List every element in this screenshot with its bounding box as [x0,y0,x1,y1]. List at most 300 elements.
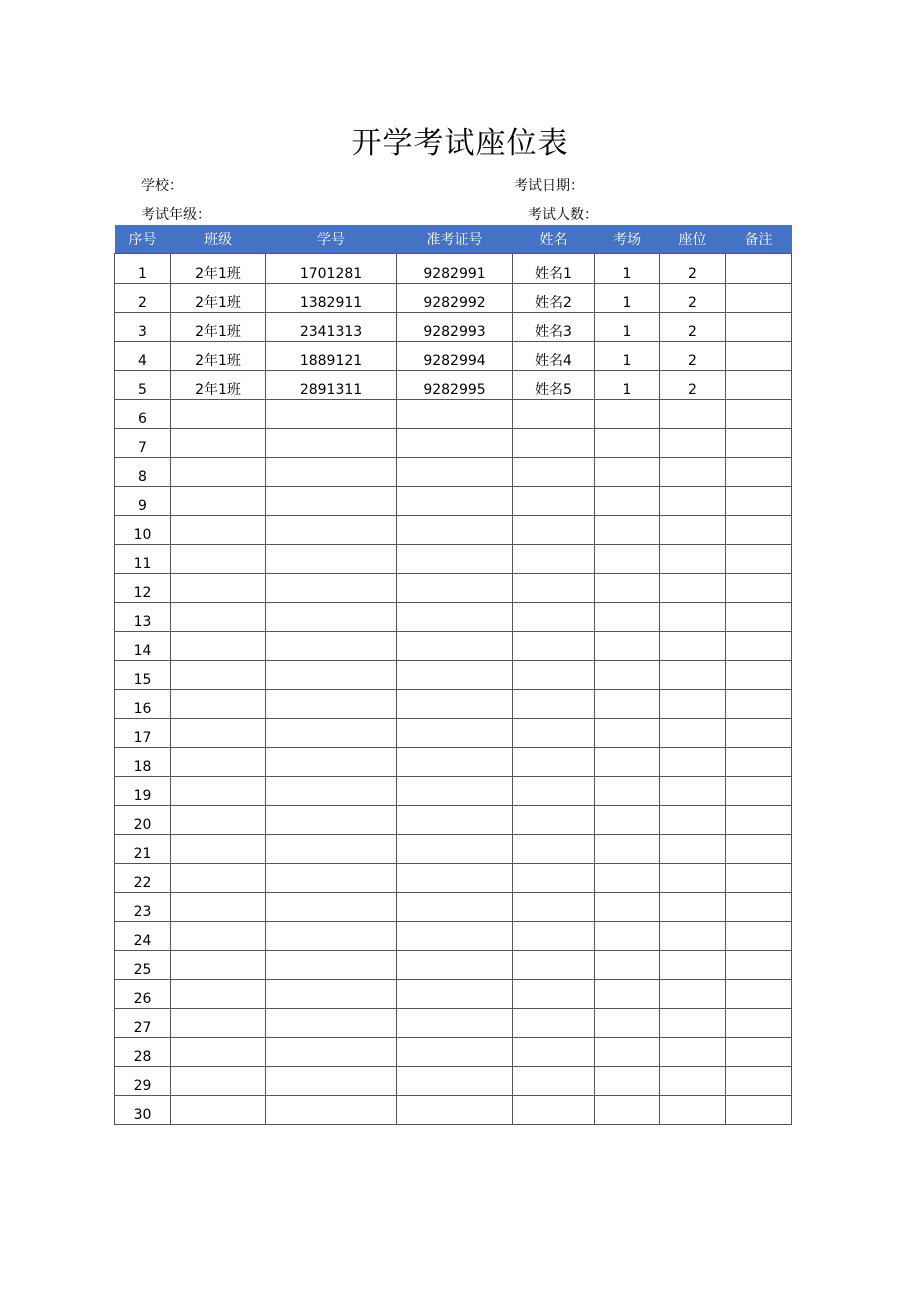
student-id-cell [266,1038,397,1067]
ticket-number-cell [397,922,513,951]
table-row [115,806,792,835]
remark-cell [726,254,792,284]
ticket-number-cell [397,603,513,632]
name-cell [513,516,595,545]
exam-count-label: 考试人数： [528,207,598,223]
seq-cell-text: 20 [133,817,152,833]
class-cell [171,1067,266,1096]
header-remark: 备注 [726,225,792,253]
seq-cell-text: 26 [133,991,152,1007]
seq-cell [115,429,171,458]
name-cell-text: 姓名1 [535,266,572,282]
class-cell [171,777,266,806]
name-cell [513,719,595,748]
table-row [115,574,792,603]
class-cell [171,1009,266,1038]
exam-room-cell [595,690,660,719]
student-id-cell [266,777,397,806]
ticket-number-cell [397,777,513,806]
student-id-cell [266,806,397,835]
school-label: 学校： [141,178,183,194]
class-cell [171,574,266,603]
exam-room-cell [595,1038,660,1067]
class-cell-text: 2年1班 [195,353,241,369]
ticket-number-cell [397,1096,513,1125]
table-row [115,690,792,719]
class-cell [171,487,266,516]
seat-cell [660,951,726,980]
seat-cell-text: 2 [688,382,697,398]
seq-cell-text: 25 [133,962,152,978]
table-row [115,922,792,951]
table-row [115,516,792,545]
seq-cell [115,835,171,864]
table-row [115,371,792,400]
seat-cell [660,487,726,516]
seq-cell [115,748,171,777]
name-cell [513,661,595,690]
table-row [115,632,792,661]
ticket-number-cell [397,951,513,980]
class-cell [171,400,266,429]
remark-cell [726,342,792,371]
seq-cell-text: 28 [133,1049,152,1065]
name-cell [513,603,595,632]
name-cell-text [513,1122,594,1124]
name-cell [513,1009,595,1038]
ticket-number-cell [397,806,513,835]
seq-cell [115,922,171,951]
header-name: 姓名 [513,225,595,253]
seat-cell [660,632,726,661]
exam-room-cell [595,458,660,487]
remark-cell [726,458,792,487]
seat-cell [660,284,726,313]
seat-cell [660,574,726,603]
exam-room-cell [595,429,660,458]
class-cell [171,719,266,748]
table-row [115,1009,792,1038]
name-cell-text: 姓名5 [535,382,572,398]
seat-cell [660,777,726,806]
class-cell-text: 2年1班 [195,266,241,282]
exam-room-cell [595,893,660,922]
class-cell-text [171,1122,265,1124]
student-id-cell [266,342,397,371]
student-id-cell [266,661,397,690]
seat-cell-text [660,1122,725,1124]
table-row [115,835,792,864]
remark-cell [726,806,792,835]
exam-room-cell [595,1067,660,1096]
exam-room-cell [595,487,660,516]
seq-cell [115,516,171,545]
remark-cell [726,1096,792,1125]
exam-room-cell-text: 1 [622,324,632,340]
student-id-cell [266,922,397,951]
seat-cell [660,371,726,400]
header-ticket-number: 准考证号 [397,225,513,253]
class-cell-text: 2年1班 [195,324,241,340]
name-cell [513,487,595,516]
seat-cell [660,254,726,284]
class-cell [171,864,266,893]
seq-cell [115,545,171,574]
class-cell-text: 2年1班 [195,382,241,398]
exam-room-cell [595,1096,660,1125]
seq-cell [115,342,171,371]
student-id-cell [266,487,397,516]
class-cell [171,545,266,574]
seat-cell [660,342,726,371]
class-cell [171,429,266,458]
seq-cell [115,603,171,632]
student-id-cell [266,893,397,922]
seq-cell-text: 6 [138,411,147,427]
seat-cell [660,313,726,342]
student-id-cell [266,400,397,429]
name-cell [513,893,595,922]
class-cell [171,951,266,980]
name-cell [513,313,595,342]
ticket-number-cell-text: 9282992 [423,295,486,311]
seat-cell [660,516,726,545]
exam-room-cell [595,719,660,748]
class-cell [171,458,266,487]
exam-room-cell-text: 1 [622,353,632,369]
seq-cell-text: 22 [133,875,152,891]
remark-cell [726,835,792,864]
exam-room-cell [595,603,660,632]
seq-cell-text: 5 [138,382,147,398]
student-id-cell [266,1067,397,1096]
table-row [115,1096,792,1125]
seq-cell-text: 30 [133,1107,152,1123]
seq-cell-text: 7 [138,440,147,456]
remark-cell [726,661,792,690]
student-id-cell [266,748,397,777]
student-id-cell [266,429,397,458]
ticket-number-cell-text: 9282993 [423,324,486,340]
seq-cell [115,893,171,922]
seating-table [114,225,792,1125]
seat-cell [660,893,726,922]
seq-cell-text: 29 [133,1078,152,1094]
ticket-number-cell [397,342,513,371]
seq-cell-text: 9 [138,498,147,514]
class-cell [171,1096,266,1125]
seq-cell-text: 13 [133,614,152,630]
seat-cell-text: 2 [688,353,697,369]
exam-room-cell [595,516,660,545]
seat-cell-text: 2 [688,295,697,311]
student-id-cell [266,516,397,545]
ticket-number-cell [397,1009,513,1038]
table-row [115,254,792,284]
class-cell [171,748,266,777]
exam-room-cell [595,284,660,313]
name-cell [513,748,595,777]
seat-cell [660,400,726,429]
remark-cell [726,1038,792,1067]
remark-cell [726,487,792,516]
seq-cell-text: 18 [133,759,152,775]
class-cell [171,980,266,1009]
exam-room-cell [595,806,660,835]
exam-room-cell [595,661,660,690]
class-cell [171,516,266,545]
class-cell [171,661,266,690]
seat-cell [660,806,726,835]
seq-cell [115,313,171,342]
student-id-cell [266,603,397,632]
remark-cell [726,429,792,458]
seq-cell-text: 16 [133,701,152,717]
exam-room-cell [595,777,660,806]
exam-room-cell [595,545,660,574]
table-row [115,1067,792,1096]
seq-cell [115,951,171,980]
class-cell [171,806,266,835]
name-cell [513,1038,595,1067]
seat-cell [660,690,726,719]
exam-room-cell [595,632,660,661]
student-id-cell [266,458,397,487]
name-cell [513,458,595,487]
seat-cell [660,1067,726,1096]
class-cell [171,313,266,342]
header-exam-room: 考场 [595,225,660,253]
remark-cell [726,777,792,806]
ticket-number-cell [397,632,513,661]
remark-cell [726,603,792,632]
table-row [115,284,792,313]
table-row [115,545,792,574]
class-cell [171,690,266,719]
student-id-cell-text: 2891311 [299,382,363,398]
seat-cell [660,922,726,951]
student-id-cell [266,980,397,1009]
name-cell [513,864,595,893]
name-cell [513,777,595,806]
remark-cell [726,980,792,1009]
seq-cell-text: 17 [133,730,152,746]
name-cell-text: 姓名4 [535,353,572,369]
ticket-number-cell [397,284,513,313]
ticket-number-cell [397,516,513,545]
ticket-number-cell [397,719,513,748]
ticket-number-cell [397,864,513,893]
seq-cell [115,458,171,487]
exam-room-cell [595,951,660,980]
seq-cell-text: 12 [133,585,152,601]
student-id-cell [266,864,397,893]
name-cell [513,632,595,661]
seq-cell-text: 10 [133,527,152,543]
name-cell [513,690,595,719]
table-row [115,748,792,777]
table-row [115,893,792,922]
student-id-cell [266,632,397,661]
header-student-id: 学号 [266,225,397,253]
student-id-cell [266,835,397,864]
ticket-number-cell [397,893,513,922]
table-row [115,777,792,806]
ticket-number-cell [397,661,513,690]
remark-cell [726,864,792,893]
remark-cell [726,690,792,719]
remark-cell [726,1067,792,1096]
remark-cell [726,1009,792,1038]
exam-room-cell-text: 1 [622,295,632,311]
seat-cell-text: 2 [688,266,697,282]
table-row [115,661,792,690]
class-cell [171,1038,266,1067]
student-id-cell [266,574,397,603]
student-id-cell [266,1096,397,1125]
seq-cell-text: 2 [138,295,147,311]
ticket-number-cell [397,371,513,400]
seat-cell [660,1009,726,1038]
name-cell [513,1096,595,1125]
ticket-number-cell-text: 9282995 [423,382,486,398]
exam-room-cell [595,922,660,951]
name-cell [513,284,595,313]
table-row [115,429,792,458]
exam-room-cell [595,371,660,400]
seat-cell [660,429,726,458]
class-cell [171,922,266,951]
seq-cell [115,254,171,284]
name-cell [513,951,595,980]
seat-cell-text: 2 [688,324,697,340]
name-cell [513,545,595,574]
table-header-row [115,225,792,253]
ticket-number-cell [397,1038,513,1067]
student-id-cell [266,284,397,313]
seq-cell [115,719,171,748]
exam-room-cell [595,864,660,893]
ticket-number-cell [397,458,513,487]
name-cell [513,400,595,429]
seq-cell [115,574,171,603]
class-cell [171,835,266,864]
seq-cell-text: 11 [133,556,152,572]
remark-cell [726,574,792,603]
student-id-cell-text: 1889121 [299,353,363,369]
name-cell [513,806,595,835]
name-cell [513,342,595,371]
table-row [115,400,792,429]
seq-cell-text: 4 [138,353,147,369]
seq-cell [115,284,171,313]
exam-room-cell-text: 1 [622,382,632,398]
ticket-number-cell-text [397,1122,512,1124]
ticket-number-cell [397,313,513,342]
student-id-cell-text: 1701281 [299,266,363,282]
seq-cell-text: 23 [133,904,152,920]
exam-room-cell [595,313,660,342]
student-id-cell-text: 2341313 [299,324,363,340]
exam-room-cell [595,400,660,429]
seat-cell [660,458,726,487]
student-id-cell [266,951,397,980]
remark-cell [726,893,792,922]
seq-cell [115,777,171,806]
name-cell [513,835,595,864]
student-id-cell [266,719,397,748]
student-id-cell [266,690,397,719]
exam-date-label: 考试日期： [514,178,584,194]
table-row [115,313,792,342]
class-cell [171,284,266,313]
exam-room-cell [595,748,660,777]
ticket-number-cell [397,254,513,284]
ticket-number-cell [397,690,513,719]
header-seq: 序号 [115,225,171,253]
student-id-cell-text [266,1122,396,1124]
remark-cell [726,371,792,400]
table-row [115,864,792,893]
seq-cell [115,864,171,893]
seat-cell [660,748,726,777]
name-cell [513,980,595,1009]
student-id-cell [266,371,397,400]
ticket-number-cell [397,487,513,516]
exam-room-cell [595,342,660,371]
ticket-number-cell [397,574,513,603]
seat-cell [660,603,726,632]
student-id-cell [266,254,397,284]
remark-cell [726,951,792,980]
seq-cell-text: 8 [138,469,147,485]
seq-cell [115,980,171,1009]
ticket-number-cell-text: 9282994 [423,353,486,369]
name-cell [513,429,595,458]
name-cell [513,1067,595,1096]
remark-cell [726,545,792,574]
name-cell [513,574,595,603]
seat-cell [660,980,726,1009]
ticket-number-cell [397,429,513,458]
table-row [115,603,792,632]
exam-room-cell [595,980,660,1009]
seat-cell [660,1038,726,1067]
seq-cell [115,1009,171,1038]
exam-room-cell [595,574,660,603]
seq-cell [115,661,171,690]
table-row [115,458,792,487]
student-id-cell [266,1009,397,1038]
remark-cell [726,632,792,661]
seq-cell [115,1096,171,1125]
student-id-cell [266,313,397,342]
class-cell [171,893,266,922]
page-title: 开学考试座位表 [351,126,569,161]
seat-cell [660,661,726,690]
ticket-number-cell-text: 9282991 [423,266,486,282]
table-row [115,951,792,980]
student-id-cell [266,545,397,574]
class-cell [171,632,266,661]
seq-cell [115,1067,171,1096]
seq-cell [115,1038,171,1067]
name-cell-text: 姓名2 [535,295,572,311]
remark-cell [726,284,792,313]
table-body [115,253,792,1125]
seat-cell [660,545,726,574]
remark-cell [726,748,792,777]
